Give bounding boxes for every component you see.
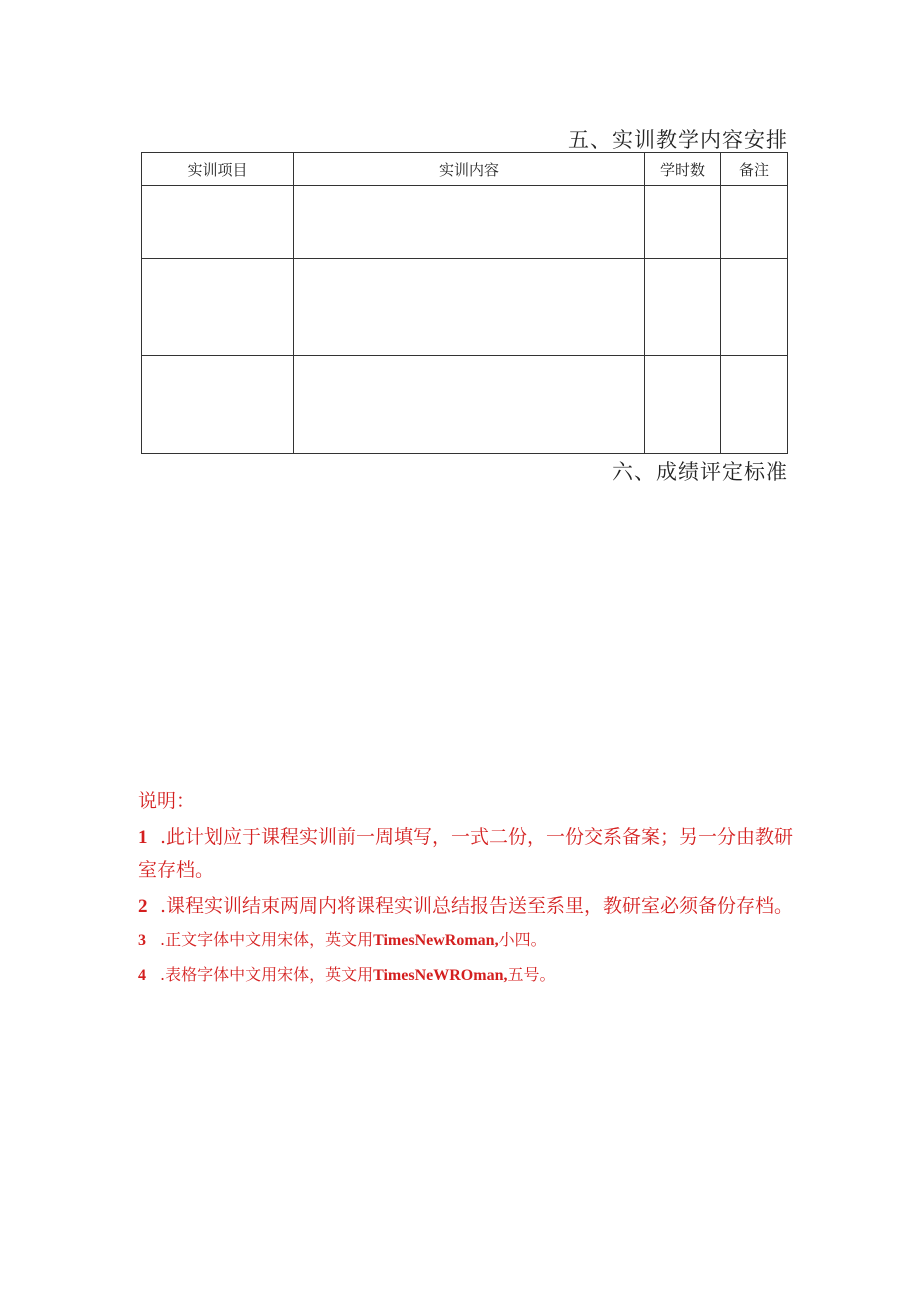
note-text: .此计划应于课程实训前一周填写，一式二份，一份交系备案；另一分由教研室存档。 xyxy=(138,826,794,881)
note-text: 小四。 xyxy=(498,930,547,949)
note-number: 4 xyxy=(138,967,146,984)
note-number: 2 xyxy=(138,896,148,917)
header-project: 实训项目 xyxy=(142,153,294,186)
table-cell[interactable] xyxy=(294,258,645,356)
training-plan-table xyxy=(141,152,788,454)
section-6-title: 六、成绩评定标准 xyxy=(612,460,788,484)
table-cell[interactable] xyxy=(645,356,721,454)
note-number: 1 xyxy=(138,827,148,848)
table-cell[interactable] xyxy=(294,356,645,454)
note-font-name: TimesNewRoman, xyxy=(373,932,499,949)
note-font-name: TimesNeWROman, xyxy=(373,967,508,984)
table-cell[interactable] xyxy=(142,356,294,454)
header-content: 实训内容 xyxy=(294,153,645,186)
notes-title: 说明： xyxy=(138,790,196,812)
table-row xyxy=(142,186,788,258)
note-text: 五号。 xyxy=(507,965,556,984)
table-row xyxy=(142,258,788,356)
note-text: .表格字体中文用宋体，英文用 xyxy=(160,965,374,984)
note-text: .正文字体中文用宋体，英文用 xyxy=(160,930,374,949)
table-cell[interactable] xyxy=(645,258,721,356)
note-number: 3 xyxy=(138,932,146,949)
note-text: .课程实训结束两周内将课程实训总结报告送至系里，教研室必须备份存档。 xyxy=(160,895,794,917)
table-cell[interactable] xyxy=(721,186,788,258)
note-item-1 xyxy=(138,821,798,886)
header-remarks: 备注 xyxy=(721,153,788,186)
table-cell[interactable] xyxy=(645,186,721,258)
table-header-row xyxy=(142,153,788,186)
table-cell[interactable] xyxy=(721,356,788,454)
header-hours: 学时数 xyxy=(645,153,721,186)
section-5-title: 五、实训教学内容安排 xyxy=(568,128,788,152)
table-cell[interactable] xyxy=(142,258,294,356)
note-item-3 xyxy=(138,929,798,952)
table-row xyxy=(142,356,788,454)
notes-block xyxy=(138,786,798,999)
table-cell[interactable] xyxy=(721,258,788,356)
note-item-4 xyxy=(138,964,798,987)
table-cell[interactable] xyxy=(142,186,294,258)
note-item-2 xyxy=(138,890,798,923)
table-cell[interactable] xyxy=(294,186,645,258)
